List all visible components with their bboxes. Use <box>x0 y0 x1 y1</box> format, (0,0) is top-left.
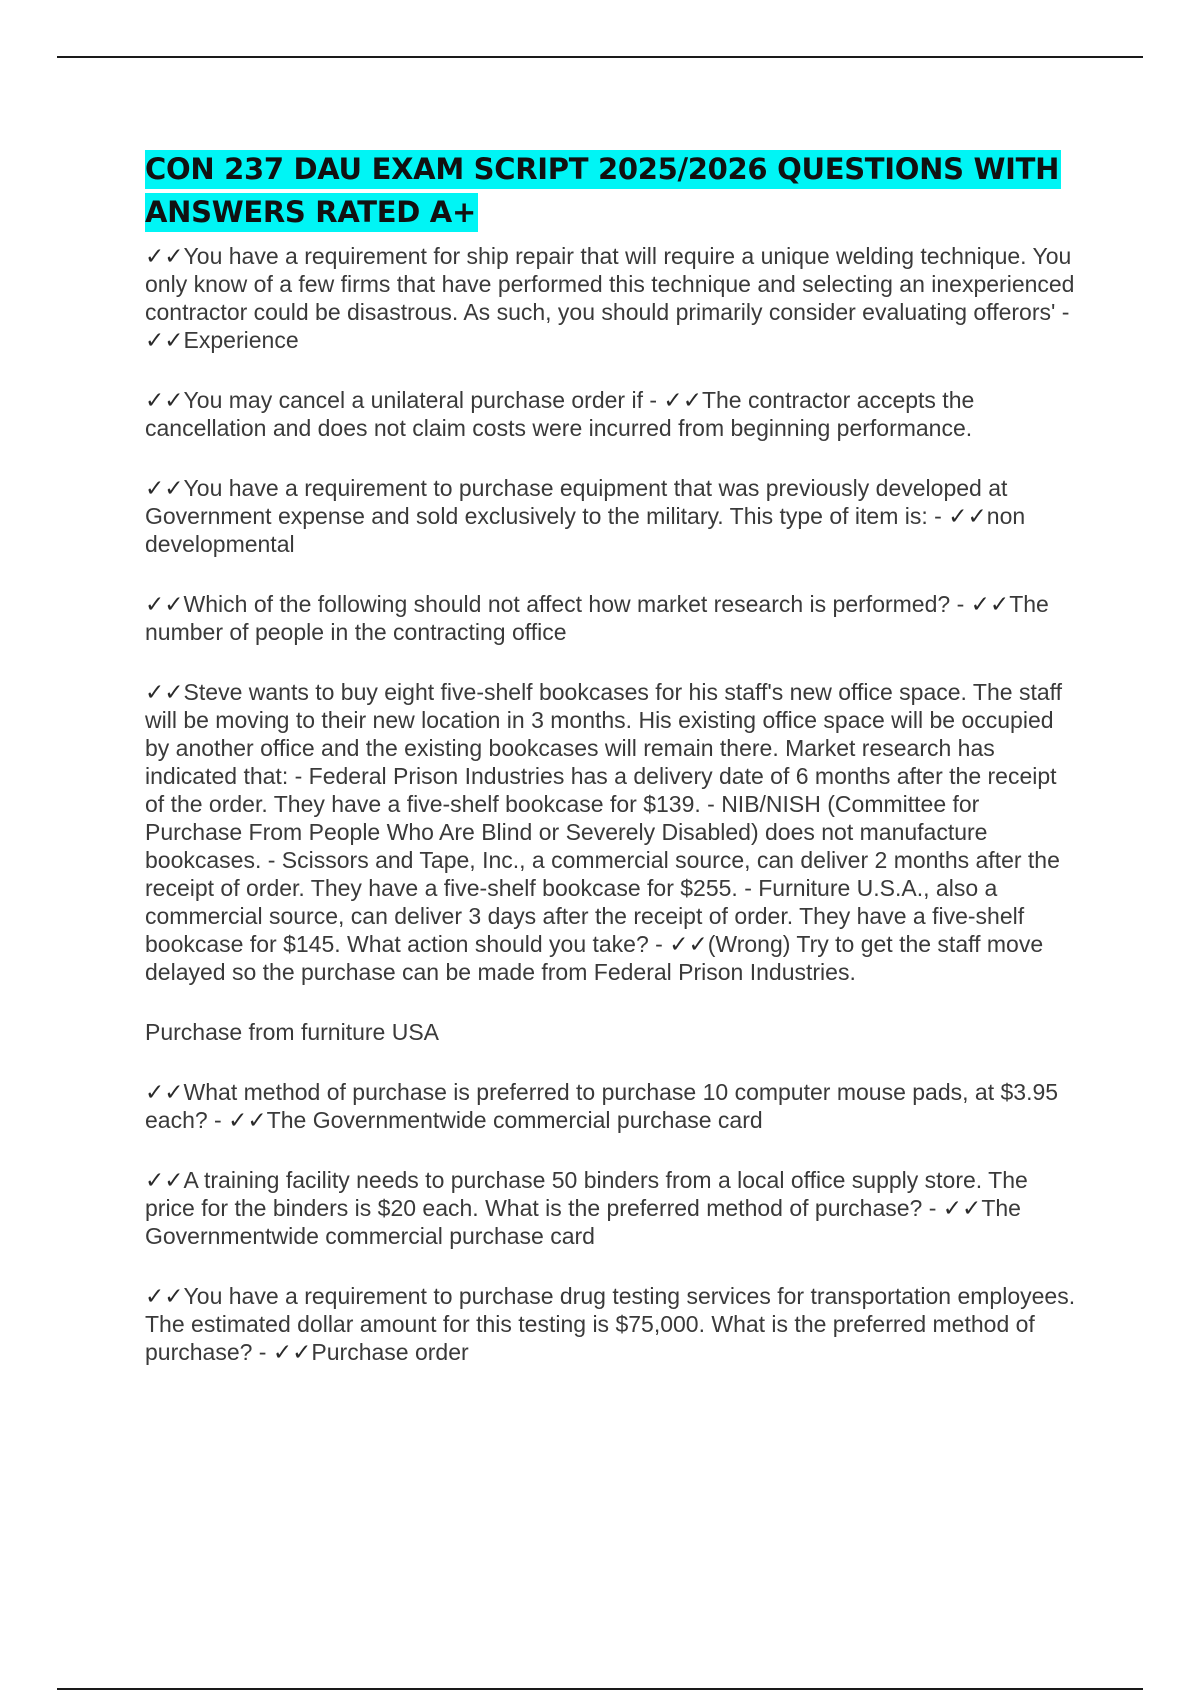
check-icon: ✓✓ <box>145 475 184 501</box>
question-text: Steve wants to buy eight five-shelf bookcases for his staff's new office space. The staff will be moving to their new location in 3 months. His existing office space will be occupied by another office and the existing bookcases will remain there. Market research has indicated that: - Federal Prison Industries has a delivery date of 6 months after the receipt of the order. They have a five-shelf bookcase for $139. - NIB/NISH (Committee for Purchase From People Who Are Blind or Severely Disabled) does not manufacture bookcases. - Scissors and Tape, Inc., a commercial source, can deliver 2 months after the receipt of order. They have a five-shelf bookcase for $255. - Furniture U.S.A., also a commercial source, can deliver 3 days after the receipt of order. They have a five-shelf bookcase for $145. What action should you take? <box>145 679 1062 957</box>
qa-item <box>145 1166 1080 1250</box>
qa-item <box>145 1078 1080 1134</box>
answer-text: The Governmentwide commercial purchase card <box>145 1195 1021 1249</box>
question-text: What method of purchase is preferred to purchase 10 computer mouse pads, at $3.95 each? <box>145 1079 1059 1133</box>
qa-paragraph: ✓✓You may cancel a unilateral purchase order if - ✓✓The contractor accepts the cancellation and does not claim costs were incurred from beginning performance. <box>145 387 975 441</box>
question-text: You have a requirement to purchase equipment that was previously developed at Government expense and sold exclusively to the military. This type of item is: <box>145 475 1008 529</box>
question-text: You have a requirement to purchase drug testing services for transportation employees. The estimated dollar amount for this testing is $75,000. What is the preferred method of purchase? <box>145 1283 1076 1365</box>
question-text: A training facility needs to purchase 50 binders from a local office supply store. The price for the binders is $20 each. What is the preferred method of purchase? <box>145 1167 1028 1221</box>
question-text: You may cancel a unilateral purchase order if <box>183 387 643 413</box>
qa-paragraph: ✓✓Steve wants to buy eight five-shelf bookcases for his staff's new office space. The staff will be moving to their new location in 3 months. His existing office space will be occupied by another office and the existing bookcases will remain there. Market research has indicated that: - Federal Prison Industries has a delivery date of 6 months after the receipt of the order. They have a five-shelf bookcase for $139. - NIB/NISH (Committee for Purchase From People Who Are Blind or Severely Disabled) does not manufacture bookcases. - Scissors and Tape, Inc., a commercial source, can deliver 2 months after the receipt of order. They have a five-shelf bookcase for $255. - Furniture U.S.A., also a commercial source, can deliver 3 days after the receipt of order. They have a five-shelf bookcase for $145. What action should you take? - ✓✓(Wrong) Try to get the staff move delayed so the purchase can be made from Federal Prison Industries. <box>145 679 1062 985</box>
check-icon: ✓✓ <box>145 591 184 617</box>
check-icon: ✓✓ <box>145 243 184 269</box>
question-text: You have a requirement for ship repair that will require a unique welding technique. You only know of a few firms that have performed this technique and selecting an inexperienced contractor could be disastrous. As such, you should primarily consider evaluating offerors' <box>145 243 1075 325</box>
check-icon: ✓✓ <box>663 387 702 413</box>
check-icon: ✓✓ <box>145 679 184 705</box>
document-title: CON 237 DAU EXAM SCRIPT 2025/2026 QUESTIONS WITH ANSWERS RATED A+ <box>145 148 1080 234</box>
qa-paragraph: ✓✓What method of purchase is preferred to purchase 10 computer mouse pads, at $3.95 each? - ✓✓The Governmentwide commercial purchase card <box>145 1079 1059 1133</box>
qa-item <box>145 678 1080 1046</box>
check-icon: ✓✓ <box>145 1283 184 1309</box>
answer-text: Experience <box>183 327 299 353</box>
check-icon: ✓✓ <box>272 1339 312 1365</box>
check-icon: ✓✓ <box>669 931 708 957</box>
bottom-rule <box>57 1688 1143 1690</box>
qa-item <box>145 1282 1080 1366</box>
qa-paragraph: ✓✓Which of the following should not affect how market research is performed? - ✓✓The number of people in the contracting office <box>145 591 1049 645</box>
qa-paragraph: ✓✓You have a requirement to purchase drug testing services for transportation employees. The estimated dollar amount for this testing is $75,000. What is the preferred method of purchase? - ✓✓Purchase order <box>145 1283 1076 1365</box>
check-icon: ✓✓ <box>145 327 184 353</box>
answer-text: Purchase order <box>311 1339 469 1365</box>
qa-item <box>145 474 1080 558</box>
qa-paragraph: ✓✓You have a requirement to purchase equipment that was previously developed at Government expense and sold exclusively to the military. This type of item is: - ✓✓non developmental <box>145 475 1026 557</box>
answer-text: (Wrong) Try to get the staff move delayed so the purchase can be made from Federal Prison Industries. <box>145 931 1044 985</box>
check-icon: ✓✓ <box>145 1079 184 1105</box>
answer-text: non developmental <box>145 503 1026 557</box>
qa-item <box>145 590 1080 646</box>
top-rule <box>57 56 1143 58</box>
qa-paragraph: ✓✓A training facility needs to purchase 50 binders from a local office supply store. The price for the binders is $20 each. What is the preferred method of purchase? - ✓✓The Governmentwide commercial purchase card <box>145 1167 1028 1249</box>
qa-paragraph: ✓✓You have a requirement for ship repair that will require a unique welding technique. You only know of a few firms that have performed this technique and selecting an inexperienced contractor could be disastrous. As such, you should primarily consider evaluating offerors' - ✓✓Experience <box>145 243 1075 353</box>
answer-note: Purchase from furniture USA <box>145 1019 440 1045</box>
check-icon: ✓✓ <box>145 1167 184 1193</box>
answer-text: The contractor accepts the cancellation and does not claim costs were incurred from beginning performance. <box>145 387 975 441</box>
answer-text: The number of people in the contracting office <box>145 591 1049 645</box>
check-icon: ✓✓ <box>970 591 1010 617</box>
qa-item <box>145 242 1080 354</box>
question-text: Which of the following should not affect how market research is performed? <box>183 591 951 617</box>
qa-item <box>145 386 1080 442</box>
answer-text: The Governmentwide commercial purchase card <box>266 1107 763 1133</box>
check-icon: ✓✓ <box>228 1107 267 1133</box>
check-icon: ✓✓ <box>145 387 184 413</box>
check-icon: ✓✓ <box>948 503 987 529</box>
check-icon: ✓✓ <box>942 1195 982 1221</box>
document-body <box>145 148 1080 1398</box>
